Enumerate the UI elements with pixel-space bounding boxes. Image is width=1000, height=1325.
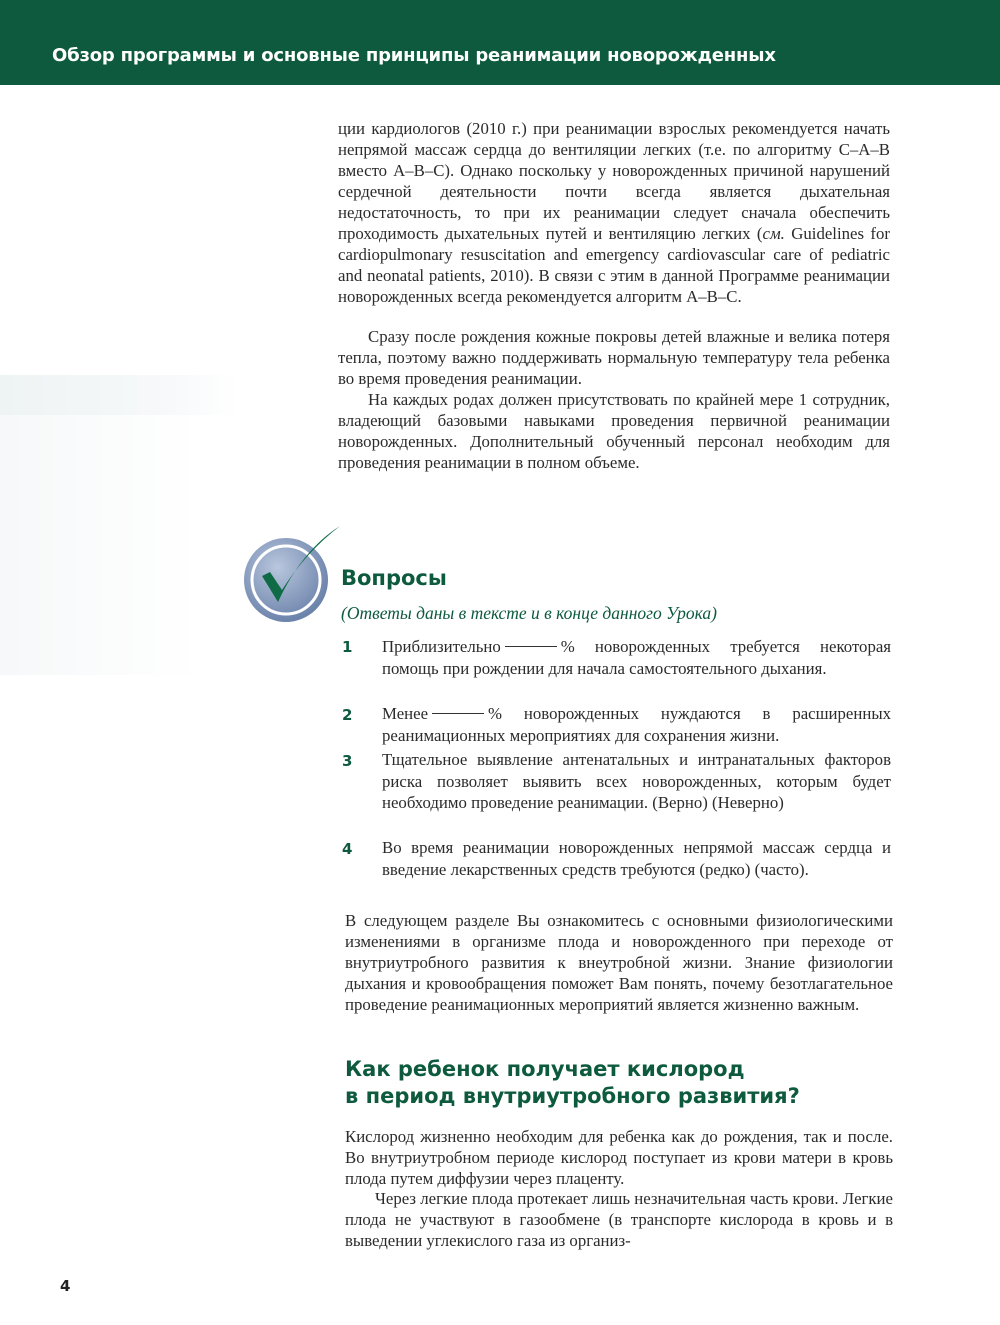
question-text-before: Менее xyxy=(382,704,429,723)
paragraph-oxygen: Кислород жизненно необходим для ребенка как до рождения, так и после. Во внутриутробном периоде кислород поступает из крови матери в кровь плода путем диффузии через плаценту. xyxy=(345,1127,893,1188)
question-item: Во время реанимации новорожденных непрямой массаж сердца и введение лекарственных средств требуются (редко) (часто). xyxy=(382,838,891,879)
see-abbrev: см. xyxy=(762,224,785,243)
question-number: 1 xyxy=(342,638,353,656)
questions-subtitle: (Ответы даны в тексте и в конце данного Урока) xyxy=(341,603,718,623)
paragraph-next-section: В следующем разделе Вы ознакомитесь с основными физиологическими изменениями в организме плода и новорожденного при переходе от внутриутробного развития к внеутробной жизни. Знание физиологии дыхания и кровообращения поможет Вам понять, почему безотлагательное проведение реанимационных мероприятий является жизненно важным. xyxy=(345,911,893,1014)
question-number: 2 xyxy=(342,706,353,724)
margin-shade-lower xyxy=(0,415,200,675)
question-item xyxy=(382,636,891,679)
section-heading xyxy=(345,1056,905,1110)
paragraph-temperature: Сразу после рождения кожные покровы детей влажные и велика потеря тепла, поэтому важно поддерживать нормальную температуру тела ребенка во время проведения реанимации. xyxy=(338,327,890,388)
section-heading-line1: Как ребенок получает кислород xyxy=(345,1057,745,1081)
answer-blank xyxy=(505,646,557,647)
paragraph-staff: На каждых родах должен присутствовать по крайней мере 1 сотрудник, владеющий базовыми навыками проведения первичной реанимации новорожденных. Дополнительный обученный персонал необходим для проведения реанимации в полном объеме. xyxy=(338,390,890,472)
margin-shade xyxy=(0,375,240,415)
header-bar xyxy=(0,0,1000,85)
question-text-after: % новорожденных нуждаются в расширенных реанимационных мероприятиях для сохранения жизни. xyxy=(382,704,891,745)
question-item: Тщательное выявление антенатальных и интранатальных факторов риска позволяет выявить всех новорожденных, которым будет необходимо проведение реанимации. (Верно) (Неверно) xyxy=(382,750,891,812)
question-text-after: % новорожденных требуется некоторая помощь при рождении для начала самостоятельного дыхания. xyxy=(382,637,891,678)
question-text-before: Приблизительно xyxy=(382,637,501,656)
paragraph-fetal-lungs: Через легкие плода протекает лишь незначительная часть крови. Легкие плода не участвуют в газообмене (в транспорте кислорода в кровь и в выведении углекислого газа из организ- xyxy=(345,1189,893,1250)
paragraph-guidelines-ref: Guidelines for cardiopulmonary resuscitation and emergency cardiovascular care of pediatric and neonatal patients, 2010). В связи с этим в данной Программе реанимации новорожденных всегда рекомендуется алгоритм А–В–С. xyxy=(338,224,890,306)
questions-heading: Вопросы xyxy=(341,566,447,590)
section-heading-line2: в период внутриутробного развития? xyxy=(345,1084,800,1108)
paragraph-guidelines-text: ции кардиологов (2010 г.) при реанимации взрослых рекомендуется начать непрямой массаж сердца до вентиляции легких (т.е. по алгоритму С–А–В вместо А–В–С). Однако поскольку у новорожденных причиной нарушений сердечной деятельности почти всегда является дыхательная недостаточность, то при их реанимации следует сначала обеспечить проходимость дыхательных путей и вентиляцию легких ( xyxy=(338,119,890,243)
page-number: 4 xyxy=(60,1277,71,1295)
question-item xyxy=(382,703,891,746)
paragraph-guidelines xyxy=(338,118,890,307)
question-number: 4 xyxy=(342,840,353,858)
chapter-title: Обзор программы и основные принципы реанимации новорожденных xyxy=(52,45,776,66)
answer-blank xyxy=(432,713,484,714)
question-number: 3 xyxy=(342,752,353,770)
checkmark-icon xyxy=(240,520,345,625)
